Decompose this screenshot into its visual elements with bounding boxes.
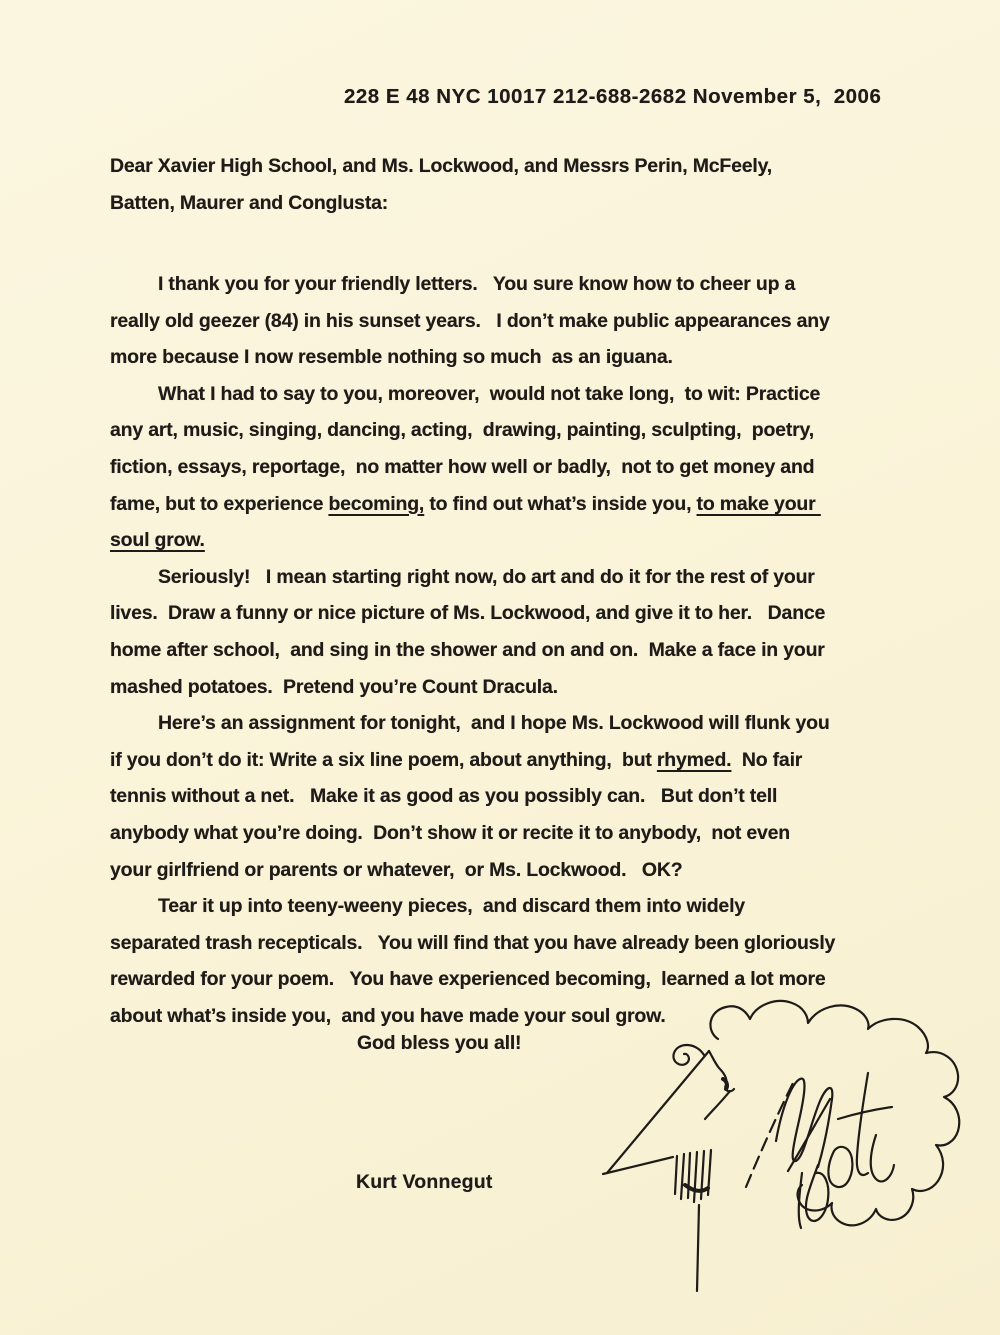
text-segment: home after school, and sing in the shower and on and on. Make a face in your [110,638,825,661]
signature-slash [746,1081,794,1187]
letter-line [110,266,835,303]
chin-line [697,1205,699,1291]
text-segment: I thank you for your friendly letters. You sure know how to cheer up a [158,273,796,295]
signature-t-stem [857,1073,868,1175]
text-segment: lives. Draw a funny or nice picture of Ms. Lockwood, and give it to her. Dance [110,602,826,625]
text-segment: fame, but to experience [110,492,329,515]
text-segment: Seriously! I mean starting right now, do art and do it for the rest of your [158,565,815,588]
underlined-text: soul grow. [110,529,205,552]
hair-cloud-scribble [710,1001,959,1225]
underlined-text: rhymed. [656,748,732,771]
text-segment: tennis without a net. Make it as good as you possibly can. But don’t tell [110,785,778,808]
mustache-hatch-3 [688,1153,690,1198]
text-segment: any art, music, singing, dancing, acting, drawing, painting, sculpting, poetry, [110,419,814,442]
text-segment: Here’s an assignment for tonight, and I hope Ms. Lockwood will flunk you [158,712,830,735]
letter-line [110,376,835,413]
signature-scrawl [746,1073,894,1228]
text-segment: about what’s inside you, and you have made your soul grow. [110,1004,666,1027]
letterhead-address-date: 228 E 48 NYC 10017 212-688-2682 November 5, 2006 [344,85,882,108]
closing-line: God bless you all! [357,1032,522,1054]
text-segment: No fair [731,748,803,771]
signature-loops [776,1079,832,1167]
text-segment: separated trash recepticals. You will find that you have already been gloriously [110,931,836,954]
letter-line [110,815,835,852]
text-segment: rewarded for your poem. You have experienced becoming, learned a lot more [110,968,826,991]
text-segment: if you don’t do it: Write a six line poem, about anything, but [110,748,657,771]
signature-cross-stroke [788,1099,830,1171]
letter-line [110,632,835,669]
letter-line [110,339,835,376]
letter-line [110,486,835,523]
cheek-stroke [705,1091,730,1119]
letter-line [110,522,835,559]
text-segment: your girlfriend or parents or whatever, or Ms. Lockwood. OK? [110,858,683,881]
signature-typed-name: Kurt Vonnegut [356,1171,493,1193]
salutation-line: Dear Xavier High School, and Ms. Lockwood, and Messrs Perin, McFeely, [110,155,773,177]
letter-line [110,925,835,962]
letter-line [110,595,835,632]
letter-line [110,888,835,925]
mustache-hatch-2 [681,1154,684,1199]
text-segment: really old geezer (84) in his sunset years. I don’t make public appearances any [110,309,830,332]
signature-descender-loop [806,1165,828,1221]
text-segment: fiction, essays, reportage, no matter how well or badly, not to get money and [110,455,815,478]
underlined-text: becoming, [328,492,425,515]
letter-line [110,669,835,706]
signature-tail [799,1173,802,1228]
cloud-outline [710,1001,959,1225]
nose-top-line [607,1051,709,1173]
mustache-hatch-1 [675,1156,677,1194]
underlined-text: to make your [696,492,821,515]
text-segment: anybody what you’re doing. Don’t show it or recite it to anybody, not even [110,821,790,844]
signature-o-loop [828,1147,852,1187]
letter-line [110,742,835,779]
text-segment: to find out what’s inside you, [424,492,697,515]
eye-scribble [709,1051,734,1091]
salutation-line: Batten, Maurer and Conglusta: [110,192,389,214]
letter-line [110,412,835,449]
text-segment: more because I now resemble nothing so much as an iguana. [110,346,673,369]
letter-line [110,961,835,998]
eye-dot [723,1079,727,1089]
letter-line [110,852,835,889]
salutation [110,148,772,222]
profile-face [603,1045,734,1291]
text-segment: What I had to say to you, moreover, would not take long, to wit: Practice [158,382,821,405]
signature-t-cross [838,1107,892,1119]
signature-end-hook [871,1135,894,1181]
text-segment: Tear it up into teeny-weeny pieces, and discard them into widely [158,895,745,918]
letter-line [110,303,835,340]
letter-line [110,705,835,742]
text-segment: mashed potatoes. Pretend you’re Count Dracula. [110,675,558,698]
letter-line [110,449,835,486]
letter-body [110,266,835,1034]
letter-line [110,778,835,815]
mustache-hatch-4 [694,1152,697,1202]
vonnegut-self-portrait-doodle [580,995,1000,1307]
letter-line [110,559,835,596]
